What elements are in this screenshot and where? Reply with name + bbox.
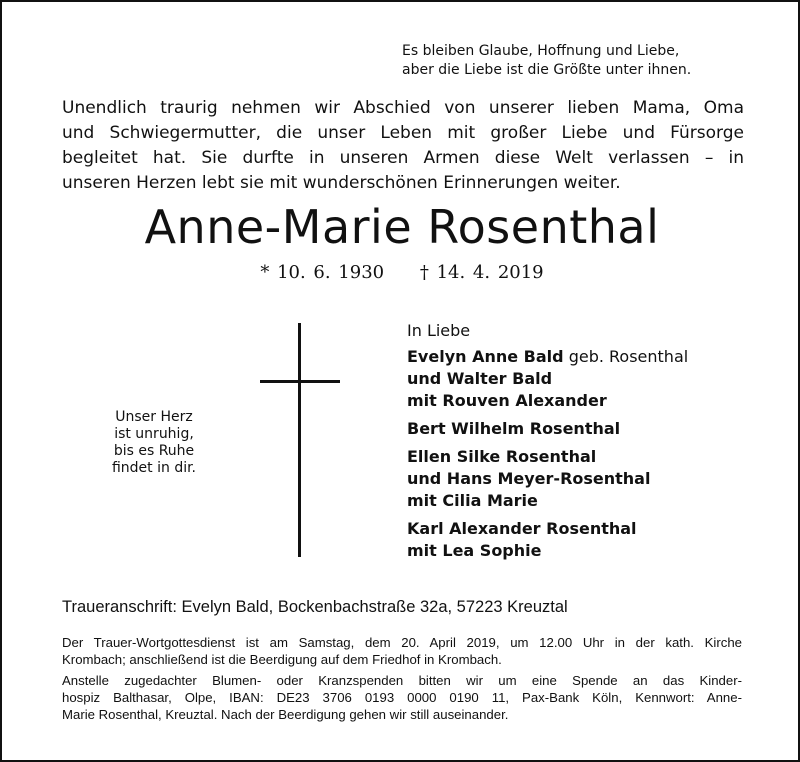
- psalm-line: findet in dir.: [111, 460, 197, 476]
- service-line: Der Trauer-Wortgottesdienst ist am Samstag, dem 20. April 2019, um 12.00 Uhr in der kath. Kirche: [62, 635, 742, 650]
- cross-icon-bar: [260, 380, 340, 383]
- mourner-line: Bert Wilhelm Rosenthal: [407, 419, 621, 438]
- quote-line: Es bleiben Glaube, Hoffnung und Liebe,: [402, 43, 680, 59]
- psalm-line: ist unruhig,: [114, 426, 194, 442]
- cross-icon: [298, 323, 301, 557]
- bible-quote: [402, 42, 762, 80]
- donation-line: Marie Rosenthal, Kreuztal. Nach der Beerdigung gehen wir still auseinander.: [62, 707, 509, 722]
- intro-line: unseren Herzen lebt sie mit wunderschönen Erinnerungen weiter.: [62, 173, 621, 193]
- mourner-line: [407, 346, 787, 368]
- quote-line: aber die Liebe ist die Größte unter ihnen.: [402, 62, 692, 78]
- mourner-line: mit Rouven Alexander: [407, 391, 607, 410]
- service-info: [62, 634, 742, 668]
- psalm-quote: [94, 409, 214, 477]
- mourner-line: und Walter Bald: [407, 369, 553, 388]
- mourner-line: mit Cilia Marie: [407, 491, 538, 510]
- mourning-address: Traueranschrift: Evelyn Bald, Bockenbachstraße 32a, 57223 Kreuztal: [62, 598, 568, 616]
- donation-line: Anstelle zugedachter Blumen- oder Kranzspenden bitten wir um eine Spende an das Kinder-: [62, 673, 742, 688]
- mourner-line: mit Lea Sophie: [407, 541, 542, 560]
- mourner-line: und Hans Meyer-Rosenthal: [407, 469, 651, 488]
- intro-line: und Schwiegermutter, die unser Leben mit großer Liebe und Fürsorge: [62, 123, 744, 143]
- mourner-maiden-name: geb. Rosenthal: [563, 347, 689, 366]
- psalm-line: Unser Herz: [115, 409, 193, 425]
- intro-line: begleitet hat. Sie durfte in unseren Armen diese Welt verlassen – in: [62, 148, 744, 168]
- life-dates: [2, 262, 800, 283]
- deceased-name: Anne-Marie Rosenthal: [144, 200, 660, 254]
- mourner-line: Ellen Silke Rosenthal: [407, 447, 597, 466]
- mourners-list: [407, 320, 787, 562]
- birth-date: * 10. 6. 1930: [260, 262, 385, 283]
- mourner-line: Karl Alexander Rosenthal: [407, 519, 637, 538]
- service-line: Krombach; anschließend ist die Beerdigung auf dem Friedhof in Krombach.: [62, 652, 502, 667]
- intro-line: Unendlich traurig nehmen wir Abschied von unserer lieben Mama, Oma: [62, 98, 744, 118]
- death-date: † 14. 4. 2019: [419, 262, 544, 283]
- mourners-intro: In Liebe: [407, 321, 471, 340]
- intro-text: [62, 96, 744, 196]
- donation-line: hospiz Balthasar, Olpe, IBAN: DE23 3706 0193 0000 0190 11, Pax-Bank Köln, Kennwort: Anne-: [62, 690, 742, 705]
- mourner-name: Evelyn Anne Bald: [407, 347, 564, 366]
- psalm-line: bis es Ruhe: [113, 443, 195, 459]
- donation-info: [62, 672, 742, 723]
